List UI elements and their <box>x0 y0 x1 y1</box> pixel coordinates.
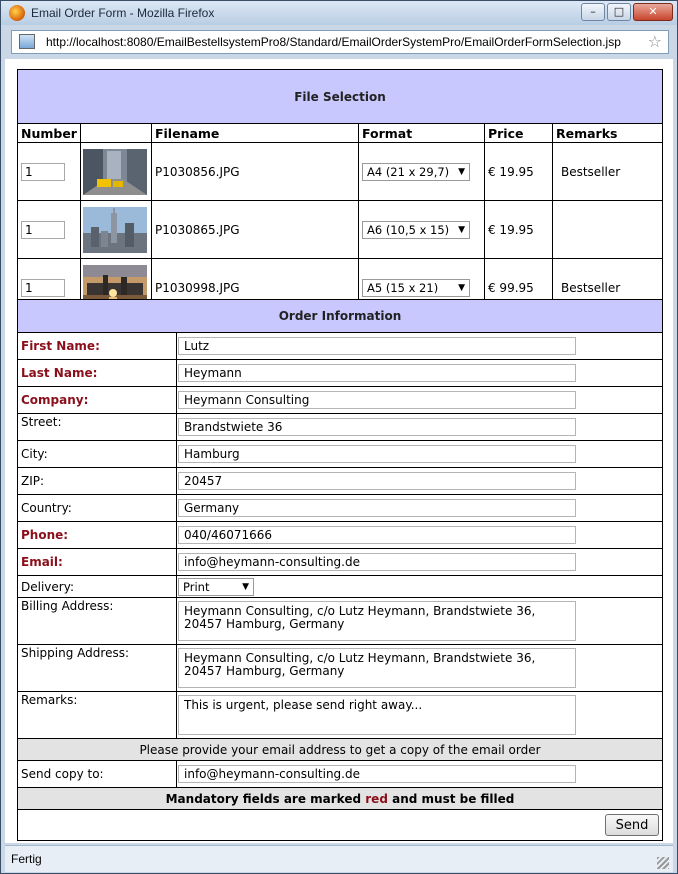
chevron-down-icon: ▼ <box>458 282 465 293</box>
title-bar <box>1 1 677 25</box>
close-button[interactable]: ✕ <box>633 3 673 21</box>
url-text[interactable]: http://localhost:8080/EmailBestellsystemPro8/Standard/EmailOrderSystemPro/EmailOrderFormSelection.jsp <box>46 35 621 49</box>
remarks-field[interactable]: This is urgent, please send right away... <box>178 695 576 735</box>
bookmark-star-icon[interactable]: ☆ <box>647 32 662 51</box>
page-content <box>5 59 673 843</box>
remarks-label: Remarks: <box>18 692 177 739</box>
quantity-input[interactable] <box>21 221 65 239</box>
file-selection-table <box>17 69 663 317</box>
delivery-label: Delivery: <box>18 576 177 598</box>
send-copy-field[interactable] <box>178 765 576 783</box>
first-name-field[interactable] <box>178 337 576 355</box>
minimize-button[interactable]: – <box>581 3 605 21</box>
table-row <box>18 143 663 201</box>
delivery-select[interactable]: Print ▼ <box>178 578 254 596</box>
chevron-down-icon: ▼ <box>242 581 249 592</box>
billing-address-field[interactable]: Heymann Consulting, c/o Lutz Heymann, Brandstwiete 36, 20457 Hamburg, Germany <box>178 601 576 641</box>
col-remarks: Remarks <box>552 124 662 143</box>
send-copy-label: Send copy to: <box>18 761 177 788</box>
phone-field[interactable] <box>178 526 576 544</box>
copy-note: Please provide your email address to get a copy of the email order <box>18 739 663 761</box>
resize-grip-icon[interactable] <box>657 857 669 869</box>
price-cell: € 19.95 <box>484 201 552 259</box>
col-price: Price <box>484 124 552 143</box>
street-field[interactable] <box>178 418 576 436</box>
page-icon <box>19 34 35 49</box>
price-cell: € 19.95 <box>484 143 552 201</box>
filename-cell: P1030865.JPG <box>151 201 358 259</box>
remarks-cell: Bestseller <box>552 143 662 201</box>
filename-cell: P1030998.JPG <box>151 259 358 317</box>
quantity-input[interactable] <box>21 279 65 297</box>
chevron-down-icon: ▼ <box>458 166 465 177</box>
format-select[interactable]: A4 (21 x 29,7) ▼ <box>362 163 470 181</box>
quantity-input[interactable] <box>21 163 65 181</box>
address-bar[interactable] <box>11 30 669 54</box>
city-label: City: <box>18 441 177 468</box>
filename-cell: P1030856.JPG <box>151 143 358 201</box>
city-field[interactable] <box>178 445 576 463</box>
col-filename: Filename <box>151 124 358 143</box>
email-label: Email: <box>18 549 177 576</box>
remarks-cell: Bestseller <box>552 259 662 317</box>
format-select[interactable]: A6 (10,5 x 15) ▼ <box>362 221 470 239</box>
mandatory-note: Mandatory fields are marked red and must be filled <box>18 788 663 810</box>
col-format: Format <box>358 124 484 143</box>
email-field[interactable] <box>178 553 576 571</box>
col-number: Number <box>18 124 81 143</box>
billing-address-label: Billing Address: <box>18 598 177 645</box>
window-title: Email Order Form - Mozilla Firefox <box>31 6 215 20</box>
street-label: Street: <box>18 414 177 441</box>
send-button[interactable]: Send <box>605 814 659 836</box>
company-label: Company: <box>18 387 177 414</box>
zip-label: ZIP: <box>18 468 177 495</box>
maximize-button[interactable]: □ <box>607 3 631 21</box>
last-name-field[interactable] <box>178 364 576 382</box>
company-field[interactable] <box>178 391 576 409</box>
order-information-header: Order Information <box>18 300 663 333</box>
col-thumbnail <box>80 124 151 143</box>
country-label: Country: <box>18 495 177 522</box>
phone-label: Phone: <box>18 522 177 549</box>
table-row <box>18 201 663 259</box>
chevron-down-icon: ▼ <box>458 224 465 235</box>
remarks-cell <box>552 201 662 259</box>
zip-field[interactable] <box>178 472 576 490</box>
format-select[interactable]: A5 (15 x 21) ▼ <box>362 279 470 297</box>
file-selection-header: File Selection <box>18 70 663 124</box>
thumbnail-skyline-image[interactable] <box>83 207 147 253</box>
thumbnail-street-image[interactable] <box>83 149 147 195</box>
last-name-label: Last Name: <box>18 360 177 387</box>
firefox-icon <box>9 5 25 21</box>
status-bar <box>5 845 673 872</box>
status-text: Fertig <box>11 852 42 866</box>
first-name-label: First Name: <box>18 333 177 360</box>
order-information-table <box>17 299 663 841</box>
shipping-address-label: Shipping Address: <box>18 645 177 692</box>
country-field[interactable] <box>178 499 576 517</box>
shipping-address-field[interactable]: Heymann Consulting, c/o Lutz Heymann, Brandstwiete 36, 20457 Hamburg, Germany <box>178 648 576 688</box>
price-cell: € 99.95 <box>484 259 552 317</box>
